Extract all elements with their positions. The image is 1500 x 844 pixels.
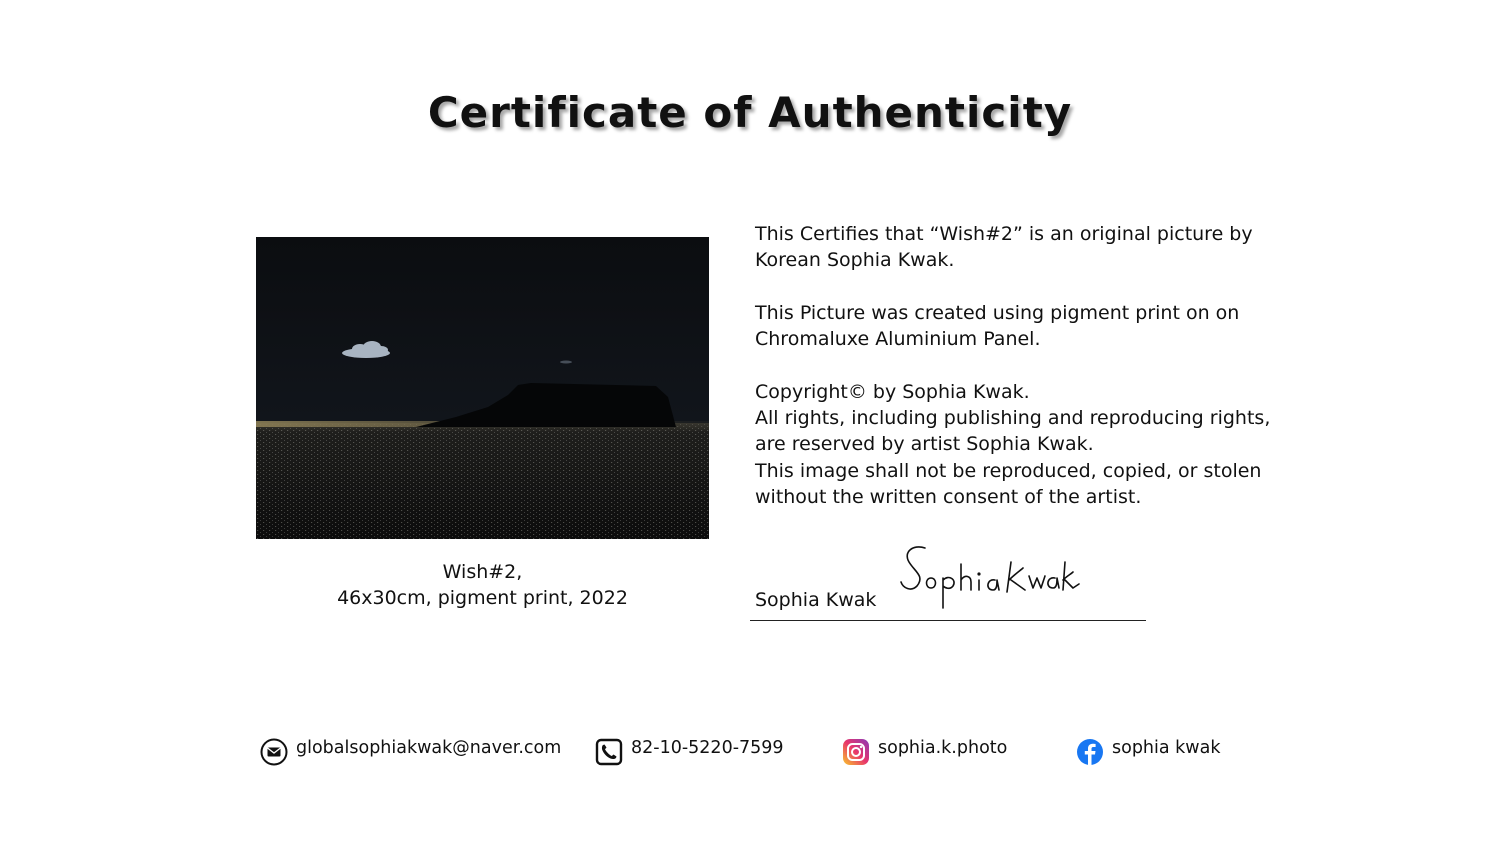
certificate-title: Certificate of Authenticity (427, 88, 1073, 137)
artwork-caption (256, 559, 709, 611)
facebook-name: sophia kwak (1112, 738, 1221, 758)
artwork-photo (256, 237, 709, 539)
statement-line: Chromaluxe Aluminium Panel. (755, 328, 1041, 351)
phone-icon (595, 738, 623, 766)
statement-line: This image shall not be reproduced, copied, or stolen (755, 459, 1262, 482)
artwork-title: Wish#2, (442, 561, 523, 583)
statement-line: are reserved by artist Sophia Kwak. (755, 433, 1094, 456)
handwritten-signature (895, 540, 1085, 615)
instagram-handle: sophia.k.photo (878, 738, 1008, 758)
email-icon (260, 738, 288, 766)
statement-line: without the written consent of the artist. (755, 485, 1142, 508)
phone-text: 82-10-5220-7599 (631, 738, 784, 758)
statement-line: This Certifies that “Wish#2” is an original picture by (755, 223, 1253, 245)
artwork-details: 46x30cm, pigment print, 2022 (337, 587, 628, 609)
contact-instagram (842, 736, 1007, 768)
contact-phone (595, 736, 784, 768)
email-text: globalsophiakwak@naver.com (296, 738, 562, 758)
signer-name: Sophia Kwak (755, 589, 877, 611)
signature-line (750, 620, 1146, 621)
statement-line: This Picture was created using pigment print on on (755, 301, 1240, 324)
instagram-icon (842, 738, 870, 766)
statement-line: Korean Sophia Kwak. (755, 249, 955, 272)
contact-facebook (1076, 736, 1220, 768)
statement-line: All rights, including publishing and reproducing rights, (755, 407, 1271, 430)
facebook-icon (1076, 738, 1104, 766)
certificate-statement (755, 221, 1275, 510)
copyright-line: Copyright© by Sophia Kwak. (755, 380, 1030, 403)
contact-email (260, 736, 561, 768)
